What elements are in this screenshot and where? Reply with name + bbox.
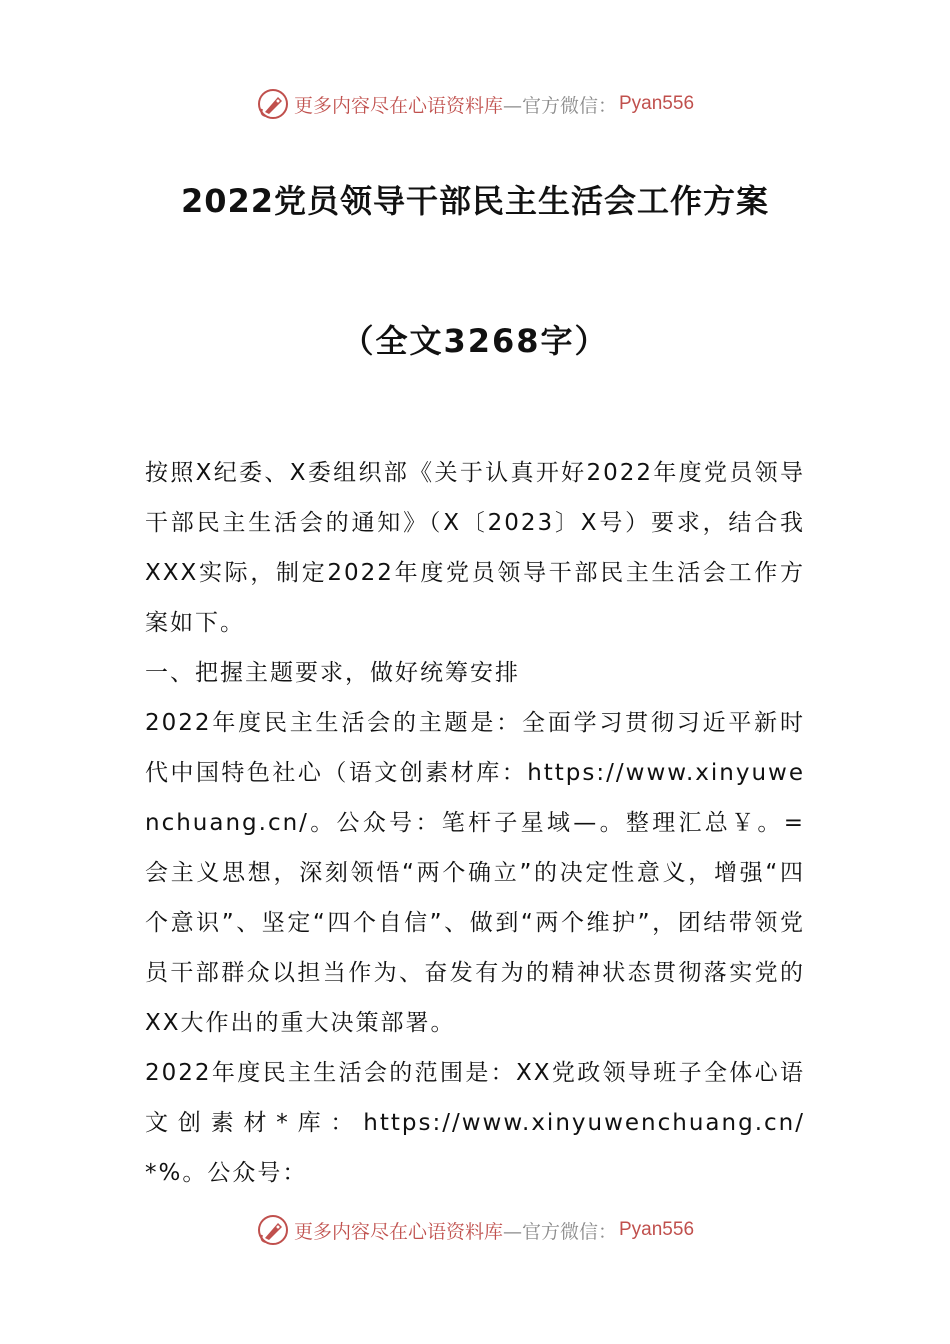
document-subtitle: （全文3268字） [341,322,609,360]
pen-nib-logo-icon [256,87,290,121]
paragraph-intro: 按照X纪委、X委组织部《关于认真开好2022年度党员领导干部民主生活会的通知》（X〔2023〕X号）要求，结合我XXX实际，制定2022年度党员领导干部民主生活会工作方案如下。 [145,460,805,636]
footer-banner [0,1210,950,1250]
banner-text-id: Pyan556 [619,1219,695,1240]
banner-text-main: 更多内容尽在心语资料库 [293,94,503,117]
banner-text-id: Pyan556 [619,93,695,114]
pen-nib-logo-icon [256,1213,290,1247]
banner-text-wechat: —官方微信： [502,94,617,117]
paragraph-theme: 2022年度民主生活会的主题是：全面学习贯彻习近平新时代中国特色社心（语文创素材库：https://www.xinyuwenchuang.cn/。公众号：笔杆子星域—。整理汇总￥。=会主义思想，深刻领悟“两个确立”的决定性意义，增强“四个意识”、坚定“四个自信”、做到“两个维护”，团结带领党员干部群众以担当作为、奋发有为的精神状态贯彻落实党的XX大作出的重大决策部署。 [145,710,805,1036]
banner-text-main: 更多内容尽在心语资料库 [293,1220,503,1243]
document-title: 2022党员领导干部民主生活会工作方案 [180,182,770,220]
banner-text-wechat: —官方微信： [502,1220,617,1243]
document-body [145,448,805,1198]
header-banner [0,84,950,124]
section-heading-1: 一、把握主题要求，做好统筹安排 [145,660,520,686]
paragraph-scope: 2022年度民主生活会的范围是：XX党政领导班子全体心语文创素材*库：https://www.xinyuwenchuang.cn/*%。公众号： [145,1060,805,1186]
